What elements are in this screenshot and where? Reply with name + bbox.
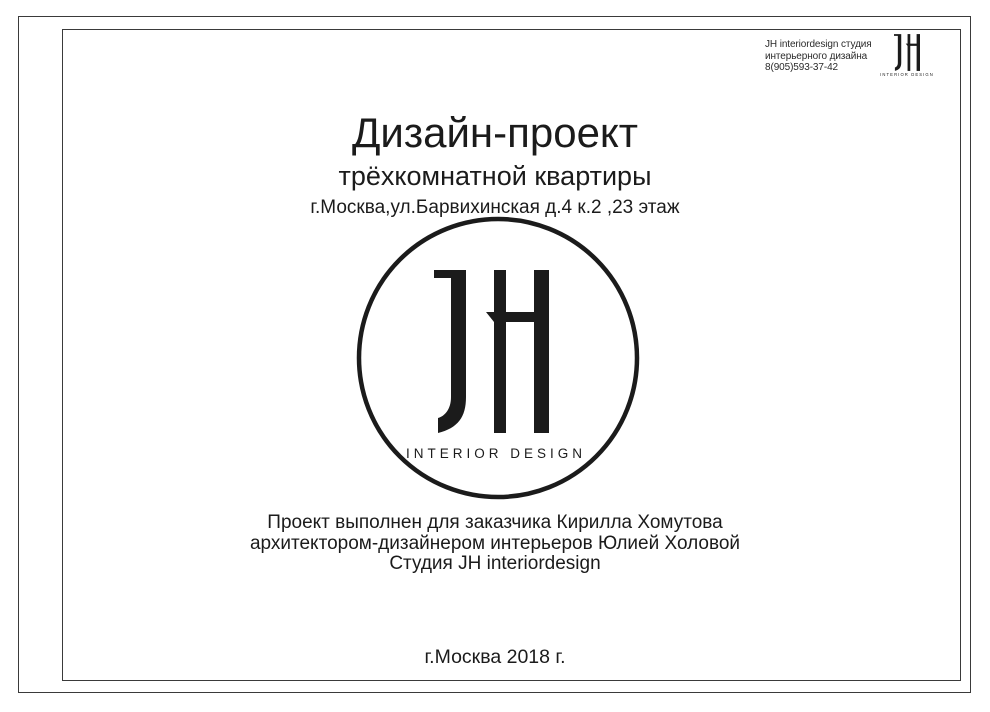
studio-phone: 8(905)593-37-42 [765,62,838,73]
jh-logo-circle [356,216,640,500]
credits-line: архитектором-дизайнером интерьеров Юлией Холовой [249,532,741,554]
studio-name-line: JH interiordesign студия [765,39,872,50]
page-title: Дизайн-проект [351,109,639,156]
footer-city-year: г.Москва 2018 г. [424,646,566,668]
jh-monogram-icon [894,34,920,71]
logo-caption: INTERIOR DESIGN [880,72,934,77]
project-address: г.Москва,ул.Барвихинская д.4 к.2 ,23 этаж [310,197,680,218]
credits-block [0,513,990,575]
credits-line: Проект выполнен для заказчика Кирилла Хомутова [267,512,723,533]
studio-logo [878,34,936,77]
page-subtitle: трёхкомнатной квартиры [338,161,652,191]
studio-name-line: интерьерного дизайна [765,50,868,62]
credits-line: Студия JH interiordesign [389,553,601,574]
studio-contact-block [765,39,872,74]
logo-caption-text: INTERIOR DESIGN [405,446,587,461]
